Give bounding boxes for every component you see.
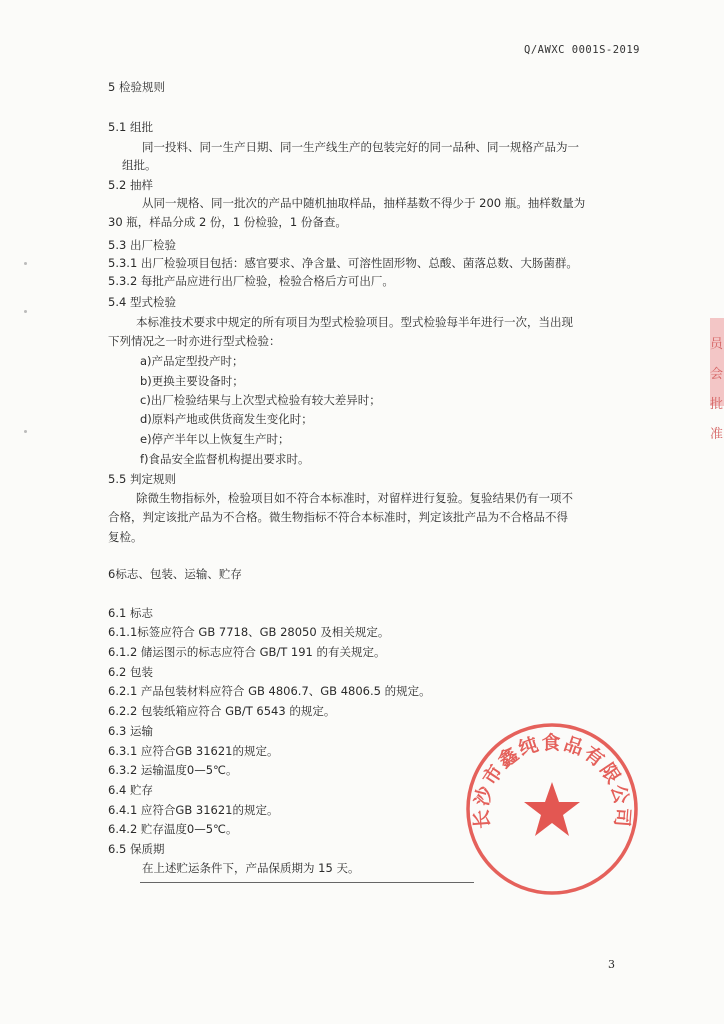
text-line: 6.2.1 产品包装材料应符合 GB 4806.7、GB 4806.5 的规定。: [108, 684, 431, 698]
edge-stamp-text: 员会 批准: [710, 337, 724, 442]
text-line: 本标准技术要求中规定的所有项目为型式检验项目。型式检验每半年进行一次，当出现: [136, 315, 573, 329]
text-line: 合格，判定该批产品为不合格。微生物指标不符合本标准时，判定该批产品为不合格品不得: [108, 510, 568, 524]
text-line: 5.2 抽样: [108, 178, 153, 192]
text-line: 同一投料、同一生产日期、同一生产线生产的包装完好的同一品种、同一规格产品为一: [142, 140, 579, 154]
text-line: 5.5 判定规则: [108, 472, 176, 486]
text-line: f)食品安全监督机构提出要求时。: [140, 452, 310, 466]
text-line: 6.1.1标签应符合 GB 7718、GB 28050 及相关规定。: [108, 625, 390, 639]
text-line: 6.2 包装: [108, 665, 153, 679]
text-line: 5.1 组批: [108, 120, 153, 134]
text-line: 6.4 贮存: [108, 783, 153, 797]
text-line: 在上述贮运条件下，产品保质期为 15 天。: [142, 861, 360, 875]
text-line: 6.4.1 应符合GB 31621的规定。: [108, 803, 279, 817]
svg-text:长沙市鑫纯食品有限公司: 长沙市鑫纯食品有限公司: [470, 731, 634, 830]
text-line: 5 检验规则: [108, 80, 165, 94]
text-line: 6.3 运输: [108, 724, 153, 738]
text-line: e)停产半年以上恢复生产时；: [140, 432, 290, 446]
text-line: 6.3.1 应符合GB 31621的规定。: [108, 744, 279, 758]
margin-dot: [24, 262, 27, 265]
text-line: 除微生物指标外，检验项目如不符合本标准时，对留样进行复验。复验结果仍有一项不: [136, 491, 573, 505]
standard-code: Q/AWXC 0001S-2019: [524, 44, 640, 56]
text-line: 6标志、包装、运输、贮存: [108, 567, 242, 581]
page-number: 3: [608, 958, 615, 971]
text-line: 复检。: [108, 530, 143, 544]
text-line: 6.2.2 包装纸箱应符合 GB/T 6543 的规定。: [108, 704, 336, 718]
text-line: 6.5 保质期: [108, 842, 165, 856]
seal-star-icon: [524, 782, 580, 836]
text-line: d)原料产地或供货商发生变化时；: [140, 412, 313, 426]
text-line: 30 瓶，样品分成 2 份，1 份检验，1 份备查。: [108, 215, 347, 229]
company-seal: [463, 720, 641, 898]
text-line: c)出厂检验结果与上次型式检验有较大差异时；: [140, 393, 381, 407]
text-line: 6.1.2 储运图示的标志应符合 GB/T 191 的有关规定。: [108, 645, 386, 659]
text-line: b)更换主要设备时；: [140, 374, 244, 388]
text-line: a)产品定型投产时；: [140, 354, 244, 368]
margin-dot: [24, 430, 27, 433]
text-line: 5.3 出厂检验: [108, 238, 176, 252]
text-line: 5.3.2 每批产品应进行出厂检验，检验合格后方可出厂。: [108, 274, 394, 288]
text-line: 5.3.1 出厂检验项目包括：感官要求、净含量、可溶性固形物、总酸、菌落总数、大肠菌群。: [108, 256, 578, 270]
text-line: 6.3.2 运输温度0—5℃。: [108, 763, 238, 777]
margin-dot: [24, 310, 27, 313]
text-underline: [140, 882, 474, 883]
text-line: 组批。: [122, 158, 157, 172]
text-line: 下列情况之一时亦进行型式检验：: [108, 334, 281, 348]
text-line: 从同一规格、同一批次的产品中随机抽取样品，抽样基数不得少于 200 瓶。抽样数量为: [142, 196, 586, 210]
text-line: 6.1 标志: [108, 606, 153, 620]
text-line: 6.4.2 贮存温度0—5℃。: [108, 822, 238, 836]
text-line: 5.4 型式检验: [108, 295, 176, 309]
